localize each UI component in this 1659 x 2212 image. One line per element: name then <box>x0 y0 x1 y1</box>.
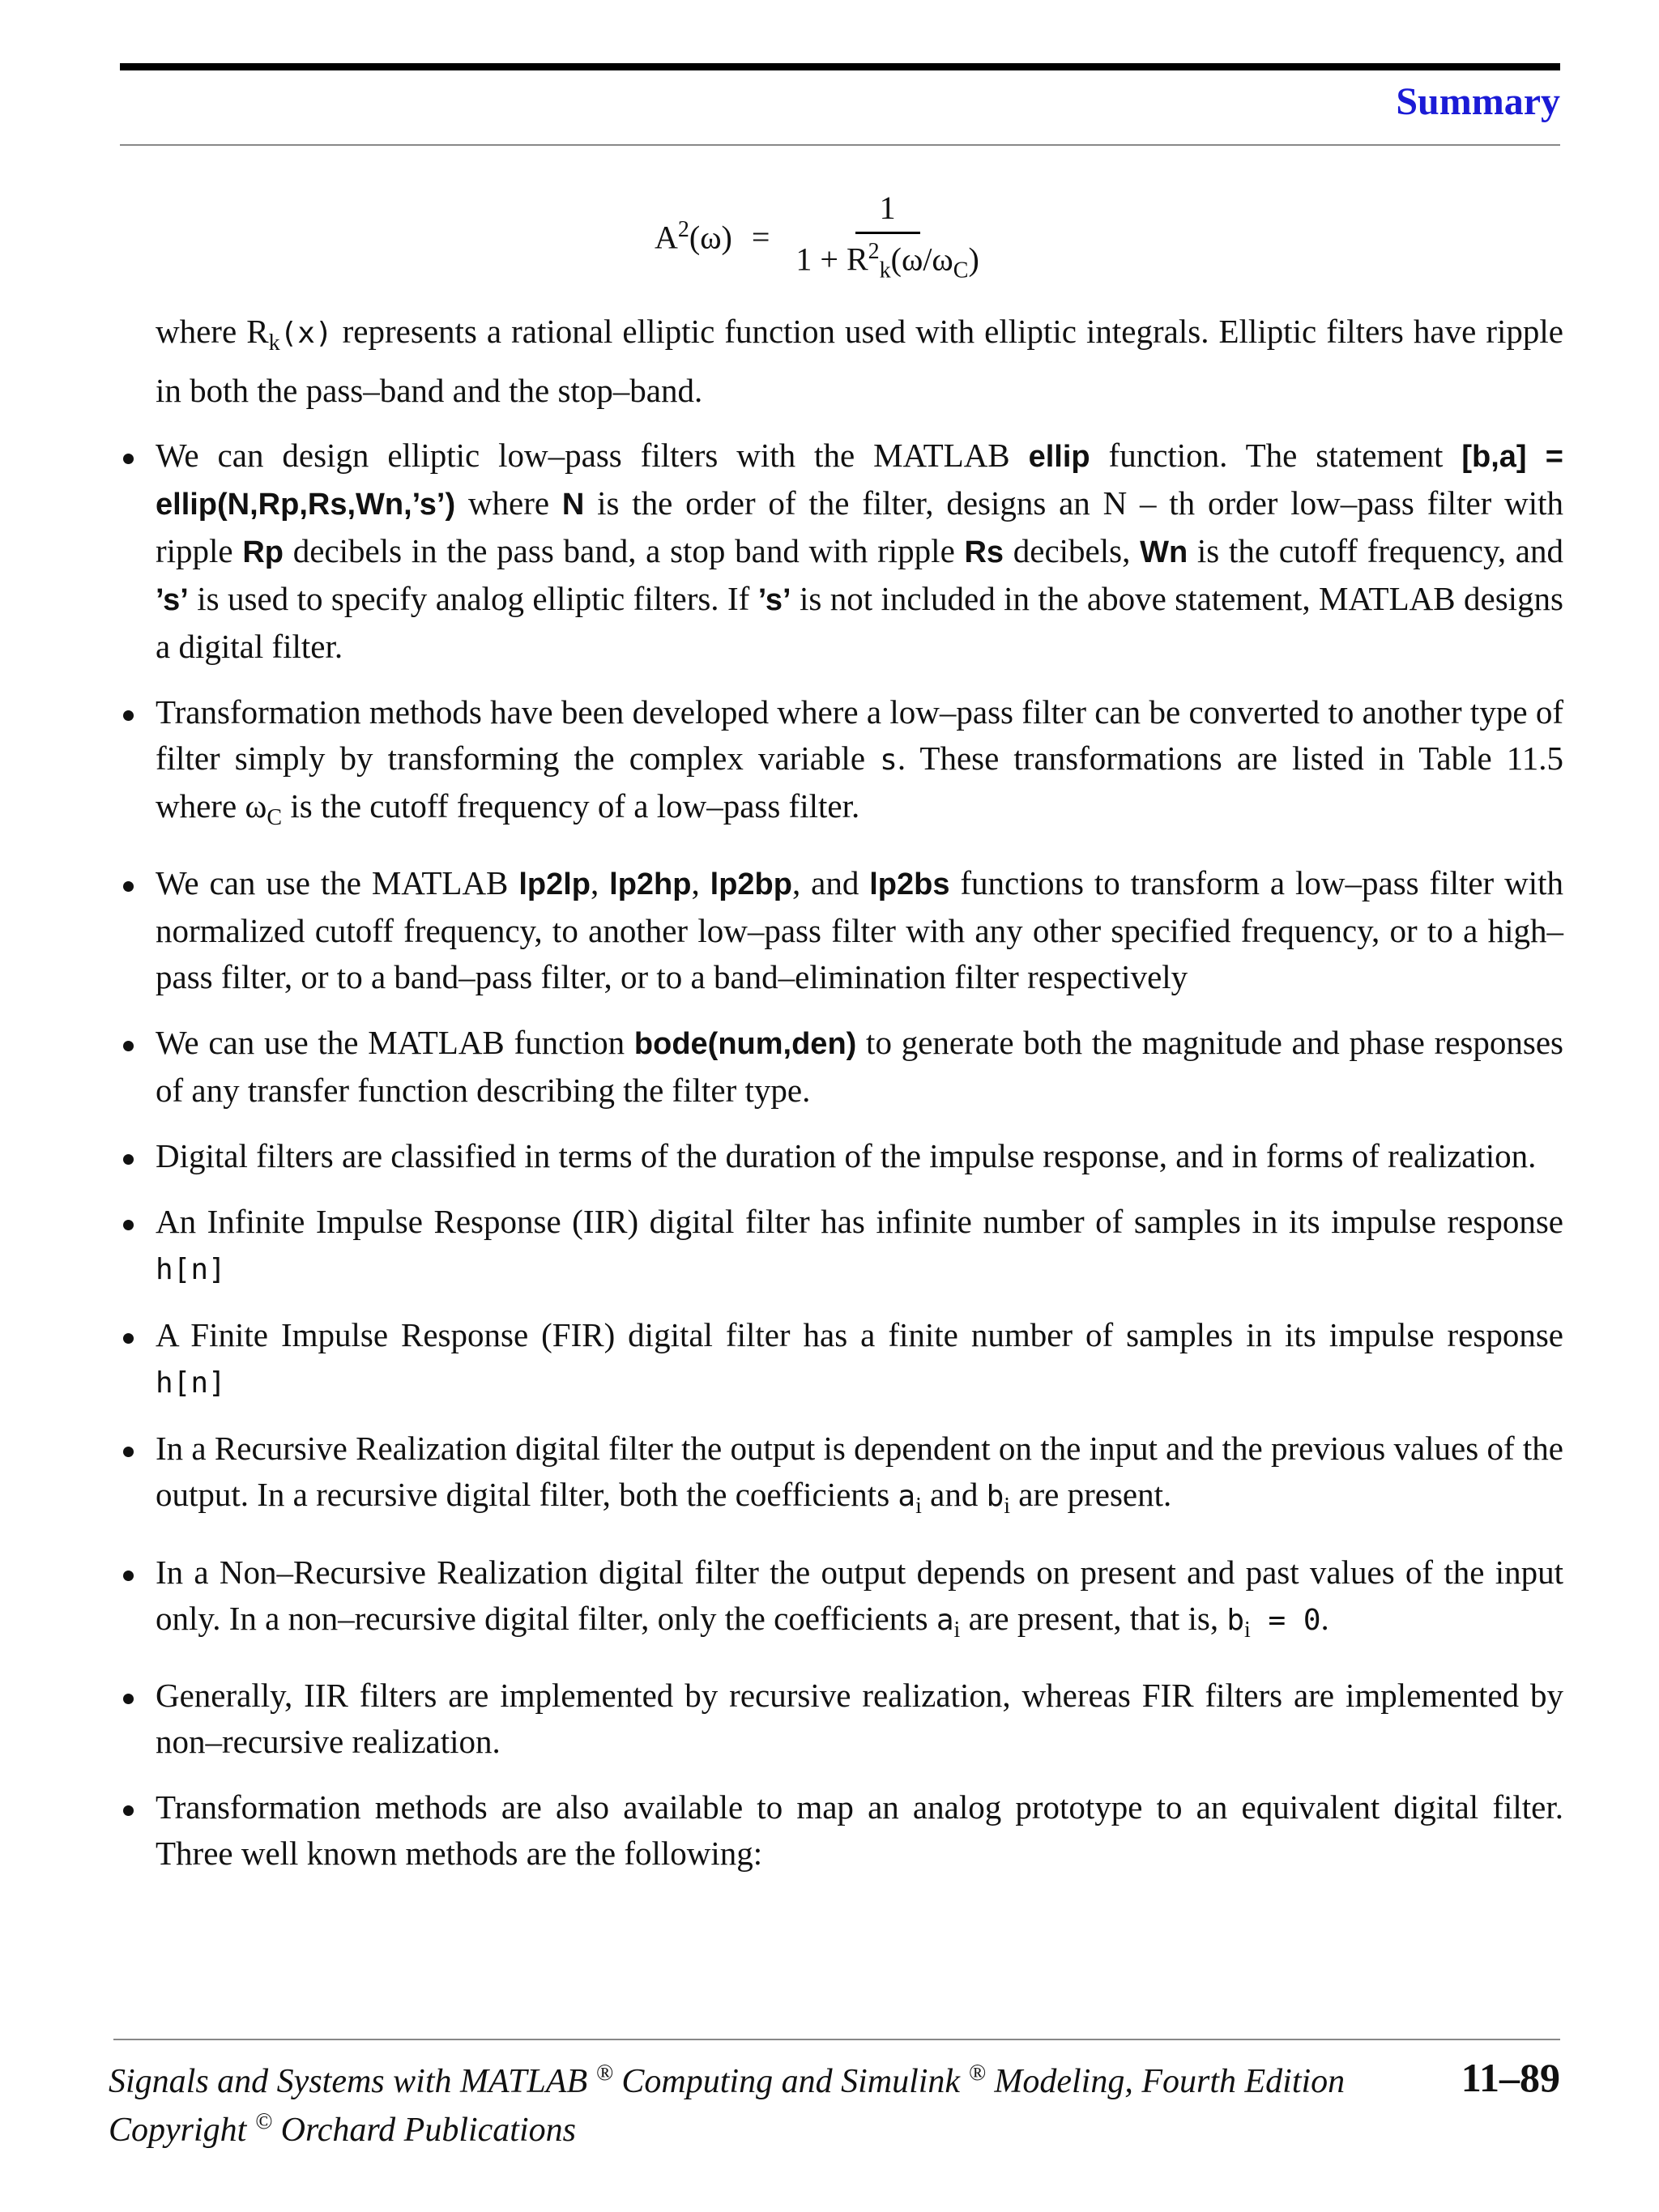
bullet-dot <box>123 1694 134 1704</box>
bullet-dot <box>123 1333 134 1344</box>
bullet-ellip: We can design elliptic low–pass filters with the MATLAB ellip function. The statement [b,a] = ellip(N,Rp,Rs,Wn,’s’) where N is the order of the filter, designs an N – th order low–pass filter with ripple Rp decibels in the pass band, a stop band with ripple Rs decibels, Wn is the cutoff frequency, and ’s’ is used to specify analog elliptic filters. If ’s’ is not included in the above statement, MATLAB designs a digital filter. <box>113 433 1563 670</box>
equation-numerator: 1 <box>855 189 920 234</box>
bullet-recursive: In a Recursive Realization digital filter the output is dependent on the input and the previous values of the output. In a recursive digital filter, both the coefficients $a_i$ and $b_i$ are present. <box>113 1426 1563 1529</box>
top-rule <box>120 63 1560 70</box>
bullet-list <box>113 433 1563 1877</box>
bullet-non-recursive: In a Non–Recursive Realization digital filter the output depends on present and past values of the input only. In a non–recursive digital filter, only the coefficients $a_i$ are present, that is, $b_i = 0$. <box>113 1549 1563 1653</box>
bullet-dot <box>123 1805 134 1816</box>
bullet-dot <box>123 1154 134 1165</box>
bullet-lp2-functions: We can use the MATLAB lp2lp, lp2hp, lp2bp, and lp2bs functions to transform a low–pass filter with normalized cutoff frequency, to another low–pass filter with any other specified frequency, or to a high–pass filter, or to a band–pass filter, or to a band–elimination filter respectively <box>113 860 1563 1000</box>
bullet-fir: A Finite Impulse Response (FIR) digital filter has a finite number of samples in its impulse response h[n] <box>113 1312 1563 1406</box>
equation-denominator: $1 + R^2_k(\omega/\omega_C)$ <box>795 239 979 283</box>
equation-lhs: $A^2(\omega)$ <box>655 216 732 256</box>
bullet-iir: An Infinite Impulse Response (IIR) digital filter has infinite number of samples in its impulse response h[n] <box>113 1199 1563 1293</box>
equation-equals: = <box>751 218 770 255</box>
equation-fraction <box>795 189 979 283</box>
bullet-transformation: Transformation methods have been developed where a low–pass filter can be converted to another type of filter simply by transforming the complex variable s. These transformations are listed in Table 11.5 where $\omega_C$ is the cutoff frequency of a low–pass filter. <box>113 689 1563 841</box>
bullet-digital-filters: Digital filters are classified in terms of the duration of the impulse response, and in forms of realization. <box>113 1133 1563 1179</box>
bullet-dot <box>123 881 134 892</box>
bullet-dot <box>123 1571 134 1581</box>
bullet-analog-to-digital: Transformation methods are also available to map an analog prototype to an equivalent digital filter. Three well known methods are the following: <box>113 1784 1563 1877</box>
header-title: Summary <box>1396 80 1560 123</box>
footer-copyright: Copyright © Orchard Publications <box>109 2109 576 2149</box>
bullet-dot <box>123 1220 134 1230</box>
footer-book-title: Signals and Systems with MATLAB ® Computing and Simulink ® Modeling, Fourth Edition <box>109 2061 1346 2100</box>
content <box>113 308 1563 1896</box>
page-number: 11–89 <box>1461 2055 1560 2100</box>
intro-paragraph: where $R_k(x)$ represents a rational elliptic function used with elliptic integrals. Elliptic filters have ripple in both the pass–band and the stop–band. <box>156 313 1563 410</box>
bullet-dot <box>123 1041 134 1051</box>
bullet-dot <box>123 1447 134 1457</box>
bullet-bode: We can use the MATLAB function bode(num,den) to generate both the magnitude and phase responses of any transfer function describing the filter type. <box>113 1020 1563 1114</box>
footer-rule <box>113 2039 1560 2040</box>
elliptic-equation <box>655 188 979 285</box>
bullet-iir-fir-implementation: Generally, IIR filters are implemented by recursive realization, whereas FIR filters are implemented by non–recursive realization. <box>113 1673 1563 1765</box>
bullet-dot <box>123 454 134 464</box>
header-rule <box>120 144 1560 146</box>
bullet-dot <box>123 710 134 721</box>
